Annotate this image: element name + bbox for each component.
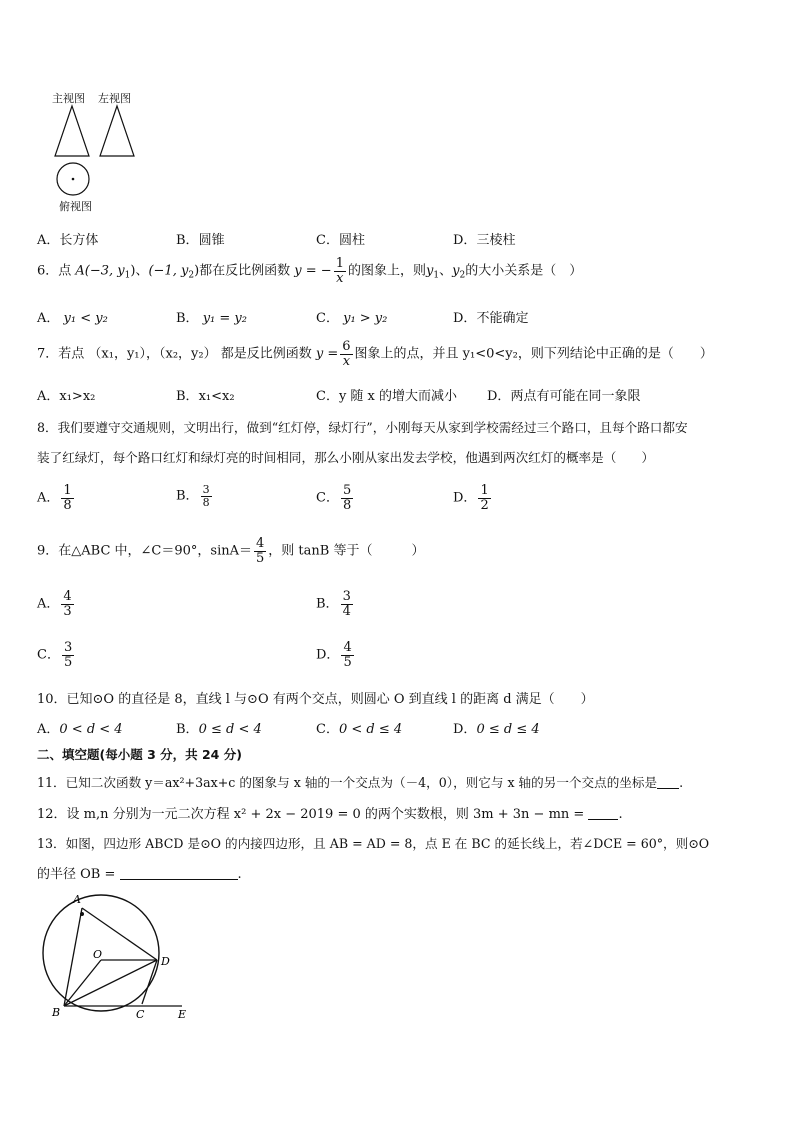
q6-option-a[interactable]: A． y₁ < y₂ [37, 311, 108, 326]
q6-stem: 6．点 A(−3, $y_1$)、(−1, $y_2$)都在反比例函数 y = − $\frac{1}{x}$ 的图象上，则$y_1$、$y_2$的大小关系是（ ） [37, 256, 583, 286]
label-b: B [52, 1006, 61, 1019]
q10-stem: 10．已知⊙O 的直径是 8，直线 l 与⊙O 有两个交点，则圆心 O 到直线 l 的距离 d 满足（ ） [37, 692, 594, 707]
section-2-title: 二、填空题(每小题 3 分，共 24 分) [37, 747, 242, 762]
q12-stem: 12．设 m,n 分别为一元二次方程 x² + 2x − 2019 = 0 的两个实数根，则 3m + 3n − mn = . [37, 807, 623, 822]
label-a: A [73, 893, 81, 906]
q5-option-a[interactable]: A．长方体 [37, 233, 99, 248]
q10-option-b[interactable]: B．0 ≤ d < 4 [176, 722, 262, 737]
front-view-label: 主视图 [52, 92, 85, 105]
q9-option-d[interactable]: D． $\frac{4}{5}$ [316, 640, 352, 670]
q6-fraction: $\frac{1}{x}$ [335, 256, 344, 286]
q9-option-a[interactable]: A． $\frac{4}{3}$ [37, 589, 72, 619]
point-a-dot [80, 912, 84, 916]
q11-stem: 11．已知二次函数 y＝ax²+3ax+c 的图象与 x 轴的一个交点为（－4，0），则它与 x 轴的另一个交点的坐标是 . [37, 775, 684, 790]
q7-option-a[interactable]: A．x₁>x₂ [37, 389, 96, 404]
q6-option-c[interactable]: C． y₁ > y₂ [316, 311, 388, 326]
q8-stem-line2: 装了红绿灯，每个路口红灯和绿灯亮的时间相同，那么小刚从家出发去学校，他遇到两次红灯的概率是（ ） [37, 450, 655, 465]
q13-answer-blank[interactable] [120, 879, 238, 880]
q10-option-a[interactable]: A．0 < d < 4 [37, 722, 123, 737]
q9-stem: 9．在△ABC 中，∠C＝90°，sinA＝ $\frac{4}{5}$ ，则 tanB 等于（ ） [37, 536, 425, 566]
left-view-triangle [100, 106, 134, 156]
q8-option-d[interactable]: D． $\frac{1}{2}$ [453, 483, 489, 513]
segment-ab [64, 908, 82, 1006]
q7-fraction: $\frac{6}{x}$ [342, 339, 351, 369]
q6-option-b[interactable]: B． y₁ = y₂ [176, 311, 247, 326]
top-view-center-dot [72, 178, 75, 181]
front-view-triangle [55, 106, 89, 156]
segment-ob [64, 960, 101, 1006]
label-d: D [161, 955, 170, 968]
q7-option-d[interactable]: D．两点有可能在同一象限 [487, 389, 641, 404]
q11-answer-blank[interactable] [657, 788, 679, 789]
q8-option-a[interactable]: A． $\frac{1}{8}$ [37, 483, 72, 513]
q7-option-b[interactable]: B．x₁<x₂ [176, 389, 235, 404]
q9-option-c[interactable]: C． $\frac{3}{5}$ [37, 640, 73, 670]
q12-answer-blank[interactable] [588, 819, 618, 820]
q8-option-b[interactable]: B． $\frac{3}{8}$ [176, 483, 210, 509]
q13-stem-line2: 的半径 OB = . [37, 867, 242, 882]
q7-option-c[interactable]: C．y 随 x 的增大而减小 [316, 389, 458, 404]
q5-option-b[interactable]: B．圆锥 [176, 233, 225, 248]
q10-option-c[interactable]: C．0 < d ≤ 4 [316, 722, 403, 737]
q5-option-d[interactable]: D．三棱柱 [453, 233, 516, 248]
label-o: O [93, 948, 103, 961]
top-view-label: 俯视图 [59, 200, 92, 213]
q6-option-d[interactable]: D．不能确定 [453, 311, 529, 326]
q9-option-b[interactable]: B． $\frac{3}{4}$ [316, 589, 351, 619]
view-shapes [50, 104, 140, 196]
left-view-label: 左视图 [98, 92, 131, 105]
q8-option-c[interactable]: C． $\frac{5}{8}$ [316, 483, 352, 513]
label-e: E [178, 1008, 187, 1021]
q13-stem-line1: 13．如图，四边形 ABCD 是⊙O 的内接四边形，且 AB = AD = 8，点 E 在 BC 的延长线上，若∠DCE = 60°，则⊙O [37, 836, 710, 851]
q7-stem: 7．若点 （x₁，y₁），（x₂，y₂） 都是反比例函数 y = $\frac{6}{x}$ 图象上的点，并且 y₁<0<y₂，则下列结论中正确的是（ ） [37, 339, 713, 369]
q5-option-c[interactable]: C．圆柱 [316, 233, 365, 248]
label-c: C [136, 1008, 145, 1021]
q8-stem-line1: 8．我们要遵守交通规则，文明出行，做到“红灯停，绿灯行”，小刚每天从家到学校需经过三个路口，且每个路口都安 [37, 420, 688, 435]
circle-quadrilateral-figure [36, 888, 206, 1023]
q10-option-d[interactable]: D．0 ≤ d ≤ 4 [453, 722, 540, 737]
